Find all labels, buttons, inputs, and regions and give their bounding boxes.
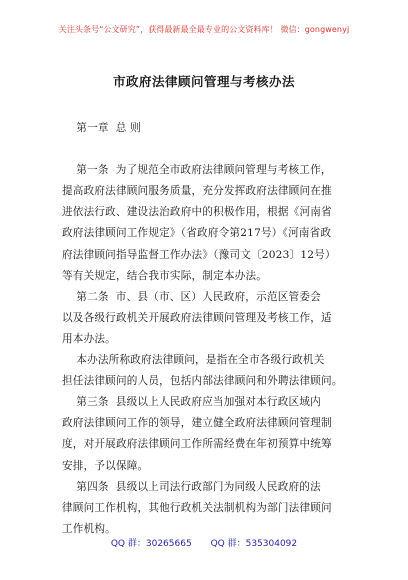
body-line: 第一条 为了规范全市政府法律顾问管理与考核工作， [62,164,332,177]
body-line: 等有关规定，结合我市实际，制定本办法。 [62,269,268,282]
body-line: 工作机构。 [62,522,116,535]
body-line: 度，对开展政府法律顾问工作所需经费在年初预算中统筹 [62,438,332,451]
body-line: 担任法律顾问的人员，包括内部法律顾问和外聘法律顾问。 [62,375,343,388]
footer-contact [0,536,408,549]
body-line: 进依法行政、建设法治政府中的积极作用，根据《河南省 [62,206,332,219]
qq-group-1: QQ 群：30265665 [110,539,192,549]
document-body [62,118,352,540]
body-line: 政府法律顾问工作的领导，建立健全政府法律顾问管理制 [62,417,332,430]
body-line: 第四条 县级以上司法行政部门为同级人民政府的法 [62,480,321,493]
body-line: 用本办法。 [62,332,116,345]
qq-group-2: QQ 群：535304092 [210,539,298,549]
body-line: 第一章 总 则 [62,122,141,134]
body-line: 政府法律顾问工作规定》（省政府令第217号）《河南省政 [62,227,332,240]
body-line: 府法律顾问指导监督工作办法》（豫司文〔2023〕12号） [62,248,336,261]
promo-banner: 关注头条号“公文研究”，获得最新最全最专业的公文资料库！ 微信：gongwenyj [58,25,350,34]
body-line: 提高政府法律顾问服务质量，充分发挥政府法律顾问在推 [62,185,332,198]
body-line: 律顾问工作机构，其他行政机关法制机构为部门法律顾问 [62,501,332,514]
body-line: 本办法所称政府法律顾问，是指在全市各级行政机关 [62,354,325,367]
body-line: 第二条 市、县（市、区）人民政府，示范区管委会 [62,290,321,303]
body-line: 第三条 县级以上人民政府应当加强对本行政区域内 [62,396,321,409]
document-title: 市政府法律顾问管理与考核办法 [112,74,295,89]
body-line: 以及各级行政机关开展政府法律顾问管理及考核工作，适 [62,311,332,324]
body-line [62,139,352,160]
body-line: 安排，予以保障。 [62,459,149,472]
